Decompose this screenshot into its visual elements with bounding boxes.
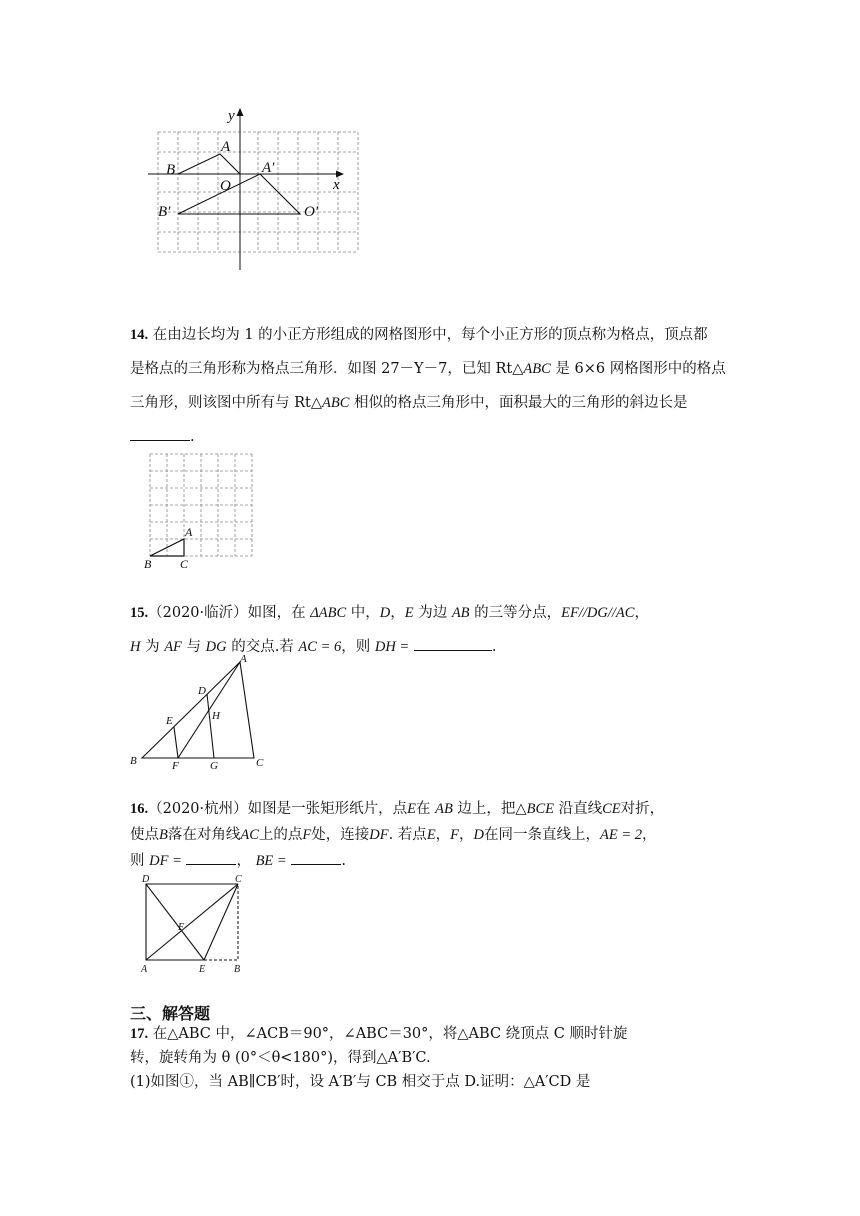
q16-l2b: 落在对角线 — [167, 827, 241, 843]
label-y: y — [228, 108, 235, 124]
q16-ac: AC — [240, 827, 259, 843]
label-b: B — [144, 557, 152, 571]
label-c: C — [180, 557, 189, 571]
triangle-abo — [178, 154, 240, 174]
q16-l2g: ， — [642, 827, 657, 843]
label-x: x — [333, 177, 340, 193]
question-number: 14. — [130, 327, 149, 343]
q14-tri: ABC — [322, 395, 350, 411]
q15-dh: DH = — [374, 639, 410, 655]
q16-end: . — [341, 853, 346, 869]
q17-line2: 转，旋转角为 θ (0°＜θ<180°)，得到△A′B′C. — [130, 1050, 431, 1066]
q15-dg: DG — [205, 639, 227, 655]
label-c: C — [256, 757, 264, 769]
q16-l1e: 对折， — [620, 801, 665, 817]
question-number: 16. — [130, 801, 149, 817]
label-b: B — [166, 162, 176, 178]
label-f: F — [178, 922, 185, 933]
label-g: G — [210, 760, 218, 772]
label-e: E — [166, 715, 173, 727]
answer-blank[interactable] — [414, 636, 492, 651]
q15-t6: 与 — [181, 639, 206, 655]
label-a-prime: A′ — [262, 160, 275, 176]
q17-line1: 在△ABC 中，∠ACB＝90°，∠ABC＝30°，将△ABC 绕顶点 C 顺时针旋 — [148, 1026, 628, 1042]
q16-s2: ， — [459, 827, 474, 843]
q16-bce: BCE — [526, 801, 554, 817]
q15-t2: 为边 — [413, 605, 452, 621]
section-title: 三、解答题 — [130, 1004, 211, 1023]
label-d: D — [142, 874, 150, 885]
question-14 — [130, 318, 730, 454]
q15-h: H — [130, 639, 141, 655]
q14-line2: 是格点的三角形称为格点三角形．如图 27－Y－7，已知 Rt△ — [130, 361, 524, 377]
label-a: A — [240, 653, 247, 665]
q16-l2d: 处，连接 — [311, 827, 370, 843]
q16-f: F — [302, 827, 312, 843]
label-b: B — [130, 755, 137, 767]
q16-e2: E — [426, 827, 436, 843]
q16-dfeq: DF = — [149, 853, 182, 869]
q16-beeq: BE = — [255, 853, 287, 869]
segment-ef — [174, 727, 178, 758]
q16-s1: ， — [435, 827, 451, 843]
figure-q14 — [142, 450, 262, 570]
q16-l2c: 上的点 — [258, 827, 303, 843]
q16-l1b: 在 — [416, 801, 436, 817]
question-17 — [130, 1022, 730, 1094]
q15-af: AF — [164, 639, 182, 655]
q15-e: E — [404, 605, 414, 621]
q16-d: D — [473, 827, 485, 843]
q16-e: E — [407, 801, 416, 817]
question-16 — [130, 796, 730, 874]
q15-t3: 的三等分点， — [469, 605, 562, 621]
q15-t7: 的交点.若 — [226, 639, 299, 655]
q17-line3: (1)如图①，当 AB∥CB′时，设 A′B′与 CB 相交于点 D.证明：△A′CD 是 — [130, 1074, 591, 1090]
label-e: E — [199, 964, 206, 975]
label-o-prime: O′ — [304, 204, 319, 220]
label-a: A — [221, 139, 231, 155]
q14-tri: ABC — [523, 361, 551, 377]
q15-comma: ， — [390, 605, 405, 621]
q15-tri: ΔABC — [310, 605, 347, 621]
label-f: F — [172, 760, 179, 772]
answer-blank-df[interactable] — [186, 850, 236, 865]
question-number: 17. — [130, 1026, 149, 1042]
label-h: H — [212, 710, 220, 722]
q16-df: DF — [369, 827, 389, 843]
q15-t5: 为 — [140, 639, 165, 655]
triangle-a1b1o1 — [178, 174, 300, 214]
q14-end: . — [190, 429, 195, 445]
triangle-abc — [142, 662, 254, 758]
label-a: A — [185, 525, 193, 539]
question-number: 15. — [130, 605, 149, 621]
answer-blank-be[interactable] — [291, 850, 341, 865]
label-o: O — [220, 178, 231, 194]
q15-d: D — [379, 605, 391, 621]
label-a: A — [141, 964, 148, 975]
q15-end: . — [491, 639, 497, 655]
q16-ce: CE — [602, 801, 621, 817]
q16-f2: F — [450, 827, 460, 843]
figure-q16 — [138, 874, 250, 976]
answer-blank[interactable] — [130, 426, 190, 441]
q15-t1: 中， — [346, 605, 380, 621]
q14-line2b: 是 6×6 网格图形中的格点 — [550, 361, 726, 377]
q14-line3: 三角形，则该图中所有与 Rt△ — [130, 395, 323, 411]
q15-ab: AB — [451, 605, 470, 621]
segment-af — [178, 662, 240, 758]
figure-q15 — [128, 652, 268, 774]
q14-line3b: 相似的格点三角形中，面积最大的三角形的斜边长是 — [349, 395, 688, 411]
diagonal-ac — [146, 884, 238, 960]
segment-ce — [204, 884, 238, 960]
q15-src: （2020·临沂）如图，在 — [148, 605, 311, 621]
label-d: D — [198, 685, 206, 697]
q16-l3a: 则 — [130, 853, 150, 869]
label-b-prime: B′ — [158, 204, 171, 220]
q16-l2e: . 若点 — [388, 827, 427, 843]
q15-ac: AC = 6 — [298, 639, 342, 655]
q15-t4: ， — [634, 605, 649, 621]
q15-t8: ，则 — [341, 639, 375, 655]
q16-l2a: 使点 — [130, 827, 159, 843]
segment-de — [146, 884, 204, 960]
q16-l1d: 沿直线 — [553, 801, 603, 817]
label-b: B — [234, 964, 241, 975]
q16-l1a: （2020·杭州）如图是一张矩形纸片，点 — [148, 801, 408, 817]
q16-l3b: ， — [236, 853, 251, 869]
q16-l1c: 边上，把△ — [452, 801, 527, 817]
figure-q13 — [148, 102, 358, 272]
label-c: C — [235, 874, 242, 885]
q16-b: B — [159, 827, 168, 843]
q16-ae: AE = 2 — [600, 827, 643, 843]
q15-par: EF//DG//AC — [561, 605, 635, 621]
q16-ab: AB — [435, 801, 453, 817]
q14-line1: 在由边长均为 1 的小正方形组成的网格图形中，每个小正方形的顶点称为格点，顶点都 — [152, 327, 708, 343]
q16-l2f: 在同一条直线上， — [484, 827, 601, 843]
